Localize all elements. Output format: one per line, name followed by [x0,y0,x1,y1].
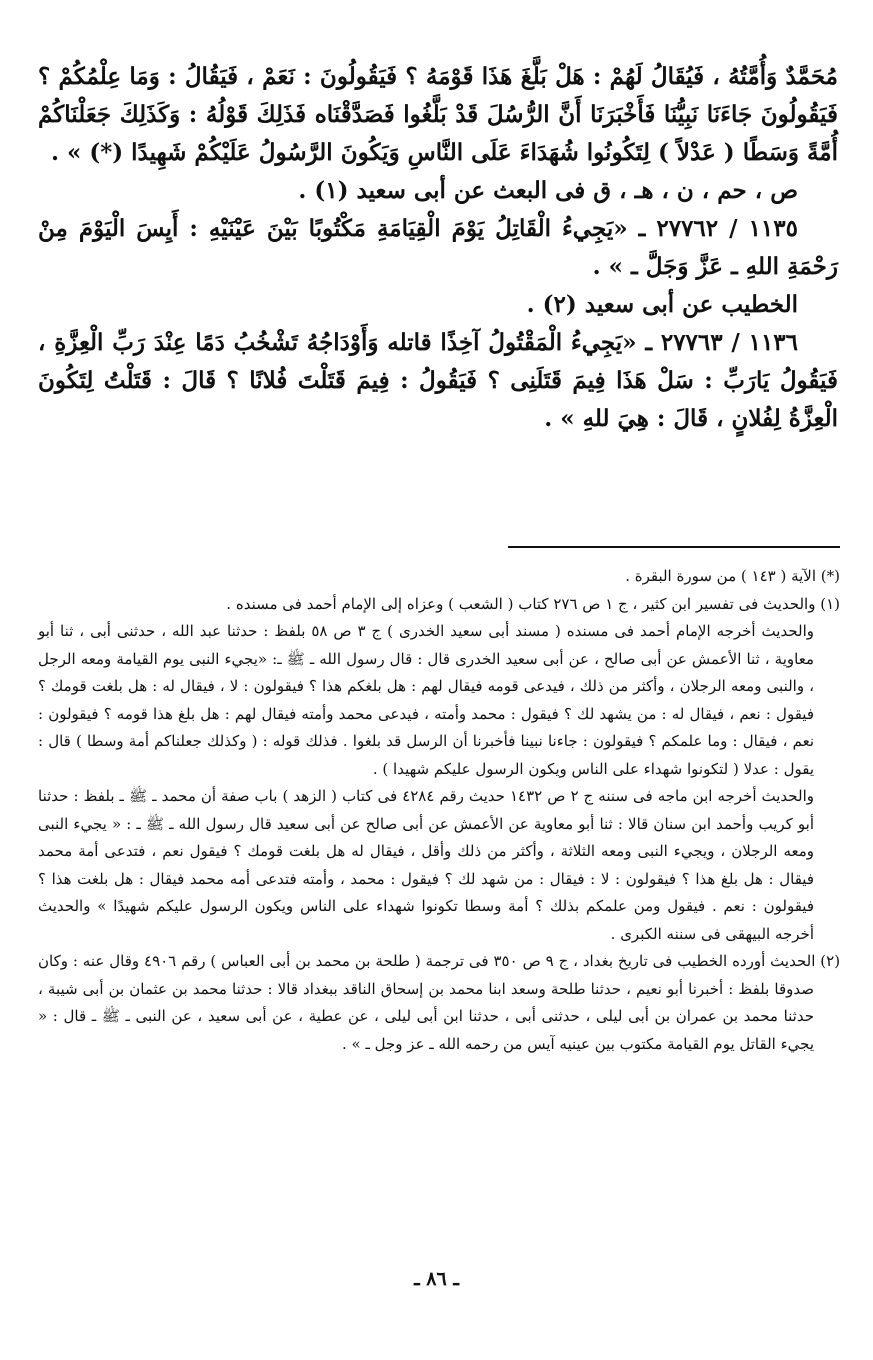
footnotes [38,563,840,1058]
footnote-1-musnad: والحديث أخرجه الإمام أحمد فى مسنده ( مسند أبى سعيد الخدرى ) ج ٣ ص ٥٨ بلفظ : حدثنا عبد الله ، حدثنى أبى ، ثنا أبو معاوية ، ثنا الأعمش عن أبى صالح ، عن أبى سعيد الخدرى قال : قال رسول الله ـ ﷺ ـ: «يجيء النبى يوم القيامة ومعه الرجل ، والنبى ومعه الرجلان ، وأكثر من ذلك ، فيدعى قومه فيقال لهم : هل بلغكم هذا ؟ فيقولون : لا ، فيقال له : هل بلغت قومك ؟ فيقول : نعم ، فيقال له : من يشهد لك ؟ فيقول : محمد وأمته ، فيدعى محمد وأمته فيقال لهم : هل بلغ هذا قومه ؟ فيقولون : نعم ، فيقال : وما علمكم ؟ فيقولون : جاءنا نبينا فأخبرنا أن الرسل قد بلغوا . فذلك قوله : ( وكذلك جعلناكم أمة وسطا ) قال : يقول : عدلا ( لتكونوا شهداء على الناس ويكون الرسول عليكم شهيدا ) . [38,622,814,778]
source-attribution-2: الخطيب عن أبى سعيد (٢) . [526,291,798,318]
source-attribution-1: ص ، حم ، ن ، هـ ، ق فى البعث عن أبى سعيد (١) . [298,177,798,204]
footnote-divider [508,546,840,548]
page-number: ـ ٨٦ ـ [414,1268,459,1290]
hadith-1136: ١١٣٦ / ٢٧٧٦٣ ـ «يَجِيءُ الْمَقْتُولُ آخِذًا قاتله وَأَوْدَاجُهُ تَشْخُبُ دَمًا عِنْدَ رَبِّ الْعِزَّةِ ، فَيَقُولُ يَارَبِّ : سَلْ هَذَا فِيمَ قَتَلَنِى ؟ فَيَقُولُ : فِيمَ قَتَلْتَ فُلانًا ؟ قَالَ : قَتَلْتُ لِتَكُونَ الْعِزَّةُ لِفُلانٍ ، قَالَ : هِيَ للهِ » . [38,329,838,432]
footnote-1-ibn-majah: والحديث أخرجه ابن ماجه فى سننه ج ٢ ص ١٤٣٢ حديث رقم ٤٢٨٤ فى كتاب ( الزهد ) باب صفة أن محمد ـ ﷺ ـ بلفظ : حدثنا أبو كريب وأحمد ابن سنان قالا : ثنا أبو معاوية عن الأعمش عن أبى صالح عن أبى سعيد قال رسول الله ـ ﷺ ـ : « يجيء النبى ومعه الرجلان ، ويجيء النبى ومعه الثلاثة ، وأكثر من ذلك وأقل ، فيقال له هل بلغت قومك ؟ فيقول نعم ، فتدعى أمة محمد فيقال : هل بلغ هذا ؟ فيقولون : لا : فيقال : من شهد لك ؟ فيقول : محمد ، وأمته فتدعى أمه محمد فيقال : هل بلغت هذا ؟ فيقولون : نعم . فيقول ومن علمكم بذلك ؟ أمة وسطا تكونوا شهداء على الناس ويكون الرسول عليكم شهيدًا » والحديث أخرجه البيهقى فى سننه الكبرى . [38,787,814,943]
hadith-continuation: مُحَمَّدٌ وَأُمَّتُهُ ، فَيُقَالُ لَهُمْ : هَلْ بَلَّغَ هَذَا قَوْمَهُ ؟ فَيَقُولُونَ : نَعَمْ ، فَيَقُالُ : وَمَا عِلْمُكُمْ ؟ فَيَقُولُونَ جَاءَنَا نَبِيُّنَا فَأَخْبَرَنَا أَنَّ الرُّسُلَ قَدْ بَلَّغُوا فَصَدَّقْنَاه فَذَلِكَ قَوْلُهُ : وَكَذَلِكَ جَعَلْنَاكُمْ أُمَّةً وَسَطًا ( عَدْلاً ) لِتَكُونُوا شُهَدَاءَ عَلَى النَّاسِ وَيَكُونَ الرَّسُولُ عَلَيْكُمْ شَهِيدًا (*) » . [38,63,838,166]
footnote-1: (١) والحديث فى تفسير ابن كثير ، ج ١ ص ٢٧٦ كتاب ( الشعب ) وعزاه إلى الإمام أحمد فى مسنده . [226,594,840,613]
hadith-1135: ١١٣٥ / ٢٧٧٦٢ ـ «يَجِيءُ الْقَاتِلُ يَوْمَ الْقِيَامَةِ مَكْتُوبًا بَيْنَ عَيْنَيْهِ : أَيِسَ الْيَوْمَ مِنْ رَحْمَةِ اللهِ ـ عَزَّ وَجَلَّ ـ » . [38,215,838,280]
footnote-star: (*) الآية ( ١٤٣ ) من سورة البقرة . [625,567,840,585]
main-text [38,58,838,438]
footnote-2: (٢) الحديث أورده الخطيب فى تاريخ بغداد ، ج ٩ ص ٣٥٠ فى ترجمة ( طلحة بن محمد بن أبى العباس ) رقم ٤٩٠٦ وقال عنه : وكان صدوقا بلفظ : أخبرنا أبو نعيم ، حدثنا طلحة وسعد ابنا محمد بن إسحاق الناقد ببغداد قالا : حدثنا محمد بن عثمان بن أبى شيبة ، حدثنا محمد بن عمران بن أبى ليلى ، حدثنى أبى ، حدثنا ابن أبى ليلى ، عن عطية ، عن أبى سعيد ، عن النبى ـ ﷺ ـ قال : « يجيء القاتل يوم القيامة مكتوب بين عينيه آيس من رحمه الله ـ عز وجل ـ » . [38,952,841,1053]
